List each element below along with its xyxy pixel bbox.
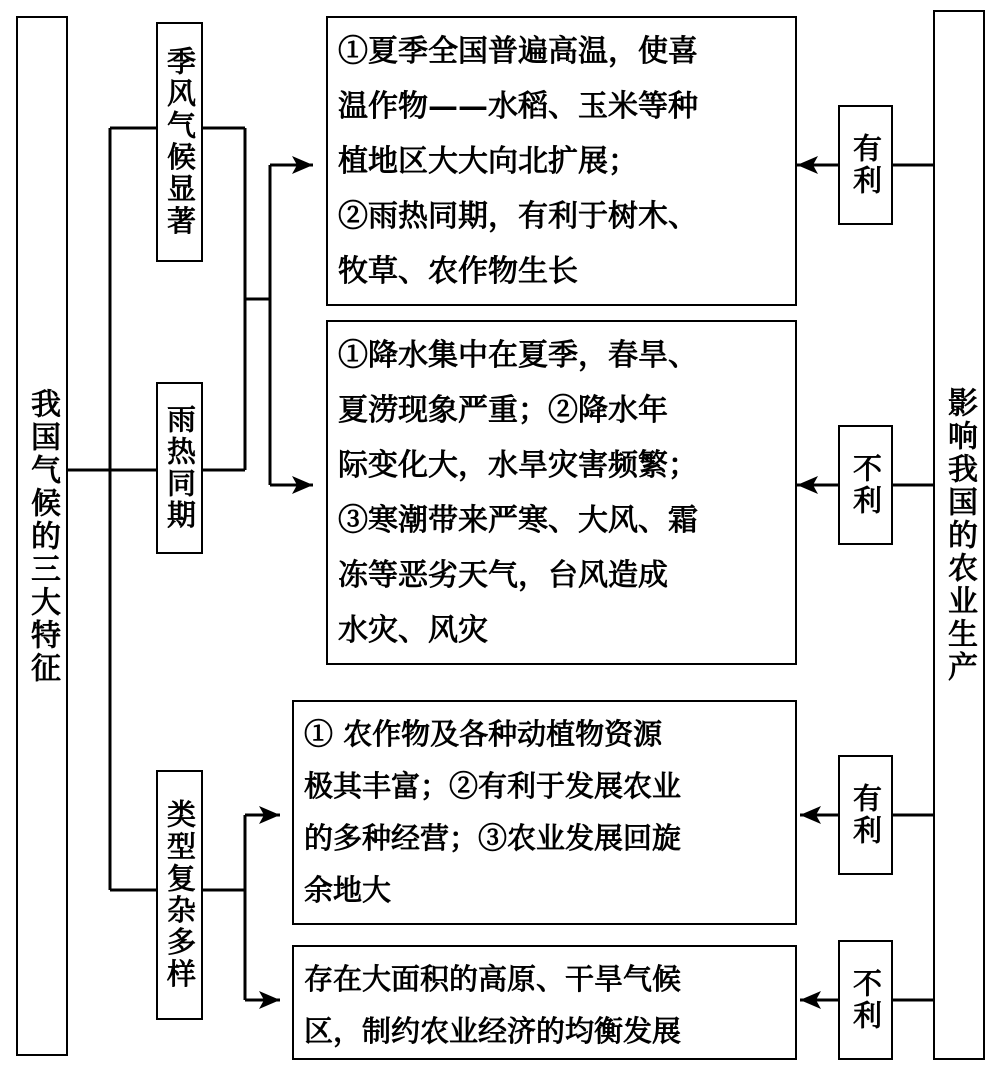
right-root-label: 影响我国的农业生产 [942, 386, 977, 684]
effect-box-favorable-1[interactable] [838, 105, 893, 225]
effect-label-favorable-2: 有利 [849, 783, 883, 847]
feature-label-rainheat: 雨热同期 [163, 404, 197, 532]
panel-2[interactable] [326, 320, 797, 665]
effect-box-unfavorable-2[interactable] [838, 940, 893, 1060]
feature-label-diverse: 类型复杂多样 [163, 799, 197, 991]
effect-label-unfavorable-1: 不利 [849, 453, 883, 517]
panel-2-line-4: ③寒潮带来严寒、大风、霜 [338, 503, 698, 538]
panel-4[interactable] [292, 945, 797, 1060]
panel-2-line-5: 冻等恶劣天气，台风造成 [338, 558, 668, 593]
panel-1-line-2: 温作物——水稻、玉米等种 [338, 89, 698, 124]
panel-1-line-4: ②雨热同期，有利于树木、 [338, 199, 698, 234]
panel-2-line-1: ①降水集中在夏季，春旱、 [338, 338, 698, 373]
feature-box-monsoon[interactable] [156, 22, 203, 262]
panel-3[interactable] [292, 700, 797, 925]
panel-3-line-3: 的多种经营；③农业发展回旋 [304, 821, 682, 855]
arrowhead-left [797, 156, 821, 1009]
panel-2-line-6: 水灾、风灾 [338, 613, 488, 648]
panel-3-line-2: 极其丰富；②有利于发展农业 [304, 769, 682, 803]
panel-2-line-3: 际变化大，水旱灾害频繁； [338, 448, 698, 483]
feature-box-rainheat[interactable] [156, 382, 203, 554]
feature-label-monsoon: 季风气候显著 [163, 46, 197, 238]
panel-3-line-1: ① 农作物及各种动植物资源 [304, 717, 663, 751]
feature-box-diverse[interactable] [156, 770, 203, 1020]
panel-1-line-3: 植地区大大向北扩展； [338, 144, 638, 179]
right-root-box[interactable] [933, 10, 985, 1060]
effect-label-unfavorable-2: 不利 [849, 968, 883, 1032]
left-root-label: 我国气候的三大特征 [25, 387, 60, 685]
effect-label-favorable-1: 有利 [849, 133, 883, 197]
panel-1-line-1: ①夏季全国普遍高温，使喜 [338, 34, 698, 69]
left-root-box[interactable] [16, 16, 68, 1056]
panel-1-line-5: 牧草、农作物生长 [338, 254, 578, 289]
panel-4-line-2: 区，制约农业经济的均衡发展 [304, 1014, 682, 1048]
panel-2-line-2: 夏涝现象严重；②降水年 [338, 393, 668, 428]
panel-3-line-4: 余地大 [304, 873, 392, 907]
panel-1[interactable] [326, 16, 797, 306]
panel-4-line-1: 存在大面积的高原、干旱气候 [304, 962, 682, 996]
effect-box-favorable-2[interactable] [838, 755, 893, 875]
effect-box-unfavorable-1[interactable] [838, 425, 893, 545]
